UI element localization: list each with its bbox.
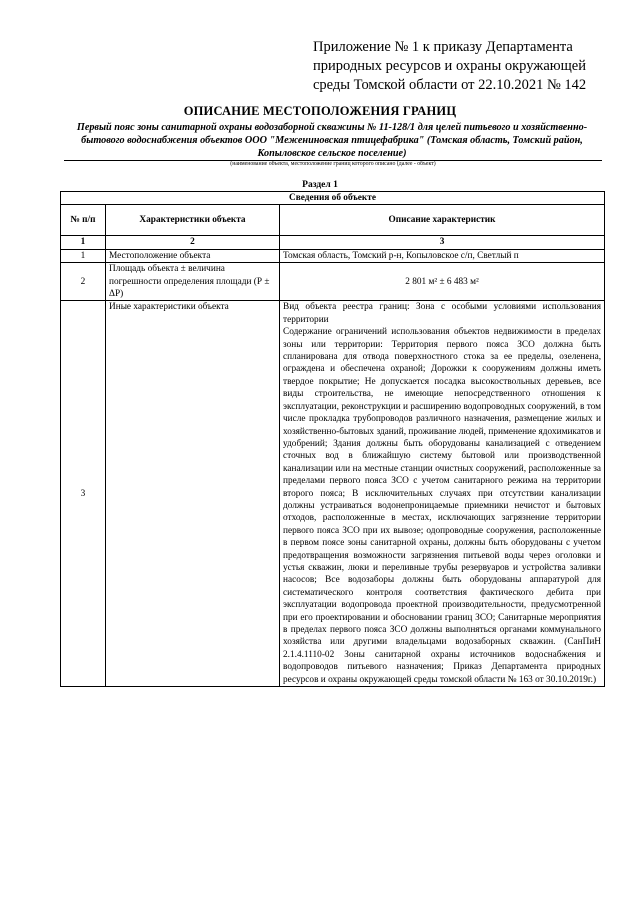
row-number: 2 [61,263,106,301]
column-number-2: 2 [106,236,280,249]
table-title: Сведения об объекте [61,192,605,205]
row-description [280,301,605,687]
appendix-line-2: природных ресурсов и охраны окружающей [313,58,586,74]
table-row [61,249,605,262]
column-number-1: 1 [61,236,106,249]
column-header-number: № п/п [61,205,106,236]
object-subject: Первый пояс зоны санитарной охраны водозаборной скважины № 11-128/1 для целей питьевого и хозяйственно-бытового водоснабжения объектов ООО "Межениновская птицефабрика" (Томская область, Томский район, Копыловское сельское поселение) [76,122,588,159]
row-description: 2 801 м² ± 6 483 м² [280,263,605,301]
table-row [61,263,605,301]
section-label: Раздел 1 [302,180,338,190]
appendix-line-3: среды Томской области от 22.10.2021 № 142 [313,77,587,93]
document-title: ОПИСАНИЕ МЕСТОПОЛОЖЕНИЯ ГРАНИЦ [183,104,457,118]
column-header-characteristic: Характеристики объекта [106,205,280,236]
row-characteristic: Местоположение объекта [106,249,280,262]
column-header-description: Описание характеристик [280,205,605,236]
row-number: 3 [61,301,106,687]
object-info-table [60,191,605,687]
description-restrictions: Содержание ограничений использования объектов недвижимости в пределах зоны или территории: Территория первого пояса ЗСО должна быть спланирована для отвода поверхностного стока за ее пределы, озеленена, ограждена и обеспечена охраной; Дорожки к сооружениям должны иметь твердое покрытие; Не допускается посадка высокоствольных деревьев, все виды строительства, не имеющие непосредственного отношения к эксплуатации, реконструкции и расширению водопроводных сооружений, в том числе прокладка трубопроводов различного назначения, размещение жилых и хозяйственно-бытовых зданий, проживание людей, применение ядохимикатов и удобрений; Здания должны быть оборудованы канализацией с отведением сточных вод в ближайшую систему бытовой или производственной канализации или на местные станции очистных сооружений, расположенные за пределами первого пояса ЗСО с учетом санитарного режима на территории второго пояса; В исключительных случаях при отсутствии канализации должны устраиваться водонепроницаемые приемники нечистот и бытовых отходов, расположенные в местах, исключающих загрязнение территории первого пояса ЗСО при их вывозе; одопроводные сооружения, расположенные в первом поясе зоны санитарной охраны, должны быть оборудованы с учетом предотвращения возможности загрязнения питьевой воды через оголовки и устья скважин, люки и переливные трубы резервуаров и устройства заливки насосов; Все водозаборы должны быть оборудованы аппаратурой для систематического контроля соответствия фактического дебита при эксплуатации водопровода проектной производительности, предусмотренной при его проектировании и обосновании границ ЗСО; Санитарные мероприятия в пределах первого пояса ЗСО должны выполняться органами коммунального хозяйства или другими владельцами водозаборных скважин. (СанПиН 2.1.4.1110-02 Зоны санитарной охраны источников водоснабжения и водопроводов питьевого назначения; Приказ Департамента природных ресурсов и охраны окружающей среды томской области № 163 от 30.10.2019г.) [283,327,602,685]
column-number-3: 3 [280,236,605,249]
row-characteristic: Иные характеристики объекта [106,301,280,687]
appendix-header [313,38,613,95]
subject-caption: (наименование объекта, местоположение границ которого описано (далее - объект) [230,161,436,167]
row-characteristic: Площадь объекта ± величина погрешности определения площади (Р ± ΔР) [106,263,280,301]
description-zone-type: Вид объекта реестра границ: Зона с особыми условиями использования территории [283,302,602,325]
row-description: Томская область, Томский р-н, Копыловское с/п, Светлый п [280,249,605,262]
appendix-line-1: Приложение № 1 к приказу Департамента [313,39,573,55]
table-row [61,301,605,687]
row-number: 1 [61,249,106,262]
